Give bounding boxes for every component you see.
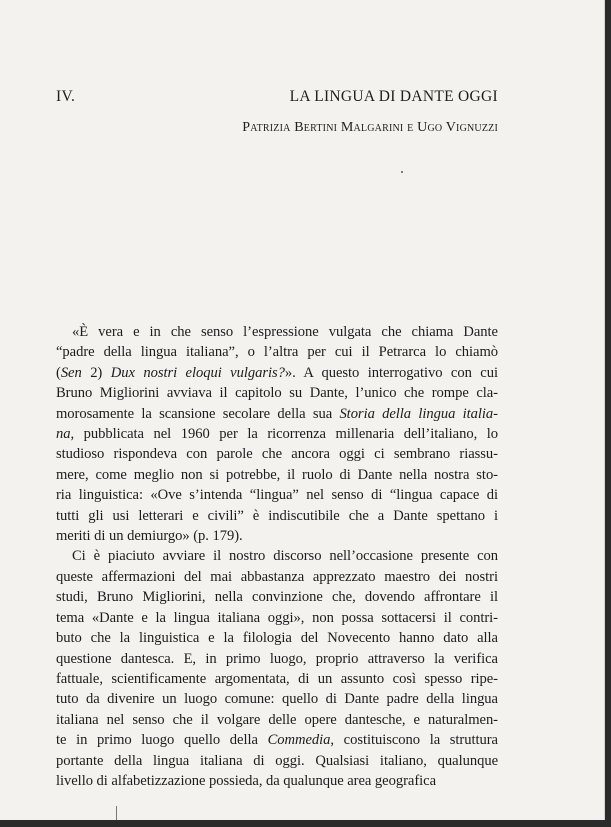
paragraph-2 bbox=[56, 546, 498, 791]
text-line bbox=[56, 587, 498, 607]
text-run: queste affermazioni del mai abbastanza apprezzato maestro dei nostri bbox=[56, 568, 498, 585]
italic-run: Dux nostri eloqui vulgaris? bbox=[110, 364, 285, 381]
text-line bbox=[56, 506, 498, 526]
text-line bbox=[56, 567, 498, 587]
text-run: “padre della lingua italiana”, o l’altra per cui il Petrarca lo chiamò bbox=[56, 344, 498, 361]
chapter-title: LA LINGUA DI DANTE OGGI bbox=[289, 88, 498, 105]
italic-run: Sen bbox=[60, 364, 82, 381]
text-line bbox=[56, 485, 498, 505]
text-run: ria linguistica: «Ove s’intenda “lingua” nel senso di “lingua capace di bbox=[56, 487, 498, 504]
text-line bbox=[56, 649, 498, 669]
text-run: tutti gli usi letterari e civili” è indiscutibile che a Dante spettano i bbox=[56, 507, 498, 524]
text-line bbox=[56, 404, 498, 424]
text-line bbox=[56, 771, 498, 791]
text-run: morosamente la scansione secolare della sua bbox=[56, 405, 340, 422]
text-run: studioso rispondeva con parole che ancora oggi ci sembrano riassu- bbox=[56, 446, 498, 463]
text-run: «È vera e in che senso l’espressione vulgata che chiama Dante bbox=[72, 324, 498, 340]
text-line bbox=[56, 669, 498, 689]
text-run: buto che la linguistica e la filologia del Novecento hanno dato alla bbox=[56, 630, 498, 647]
text-line bbox=[56, 322, 498, 342]
ornament-dot bbox=[401, 171, 403, 173]
text-line bbox=[56, 383, 498, 403]
text-run: ( bbox=[56, 364, 61, 381]
text-run: tema «Dante e la lingua italiana oggi», non possa sottacersi il contri- bbox=[56, 609, 498, 626]
text-line bbox=[56, 342, 498, 362]
text-run: italiana nel senso che il volgare delle opere dantesche, e naturalmen- bbox=[56, 711, 498, 728]
text-line bbox=[56, 526, 498, 546]
text-run: te in primo luogo quello della bbox=[56, 732, 268, 749]
italic-run: Storia della lingua italia- bbox=[339, 405, 498, 422]
text-line bbox=[56, 628, 498, 648]
body-text bbox=[56, 322, 498, 791]
chapter-number: IV. bbox=[56, 88, 76, 105]
text-run: mere, come meglio non si potrebbe, il ruolo di Dante nella nostra sto- bbox=[56, 466, 498, 483]
text-run: studi, Bruno Migliorini, nella convinzione che, dovendo affrontare il bbox=[56, 589, 498, 606]
text-line bbox=[56, 730, 498, 750]
text-run: fattuale, scientificamente argomentata, di un assunto così spesso ripe- bbox=[56, 670, 498, 687]
text-line bbox=[56, 608, 498, 628]
text-run: ». A questo interrogativo con cui bbox=[284, 364, 498, 381]
chapter-header bbox=[56, 88, 498, 106]
text-line bbox=[56, 751, 498, 771]
text-run: Bruno Migliorini avviava il capitolo su Dante, l’unico che rompe cla- bbox=[56, 385, 498, 402]
text-line bbox=[56, 444, 498, 464]
text-line bbox=[56, 546, 498, 566]
text-run: 2) bbox=[81, 364, 111, 381]
chapter-authors: Patrizia Bertini Malgarini e Ugo Vignuzzi bbox=[242, 120, 498, 135]
italic-run: na bbox=[56, 426, 71, 443]
text-line bbox=[56, 710, 498, 730]
italic-run: Commedia bbox=[267, 732, 331, 749]
text-line bbox=[56, 363, 498, 383]
text-run: , pubblicata nel 1960 per la ricorrenza millenaria dell’italiano, lo bbox=[70, 426, 498, 443]
scan-mark bbox=[116, 806, 117, 820]
text-line bbox=[56, 465, 498, 485]
text-run: questione dantesca. E, in primo luogo, proprio attraverso la verifica bbox=[56, 650, 498, 667]
text-run: , costituiscono la struttura bbox=[330, 732, 498, 749]
text-run: meriti di un demiurgo» (p. 179). bbox=[56, 528, 243, 545]
text-run: portante della lingua italiana di oggi. Qualsiasi italiano, qualunque bbox=[56, 752, 498, 769]
text-run: tuto da divenire un luogo comune: quello di Dante padre della lingua bbox=[56, 691, 498, 708]
text-run: Ci è piaciuto avviare il nostro discorso nell’occasione presente con bbox=[72, 548, 498, 565]
text-line bbox=[56, 424, 498, 444]
text-run: livello di alfabetizzazione possieda, da qualunque area geografica bbox=[56, 772, 437, 789]
text-line bbox=[56, 689, 498, 709]
paragraph-1 bbox=[56, 322, 498, 546]
